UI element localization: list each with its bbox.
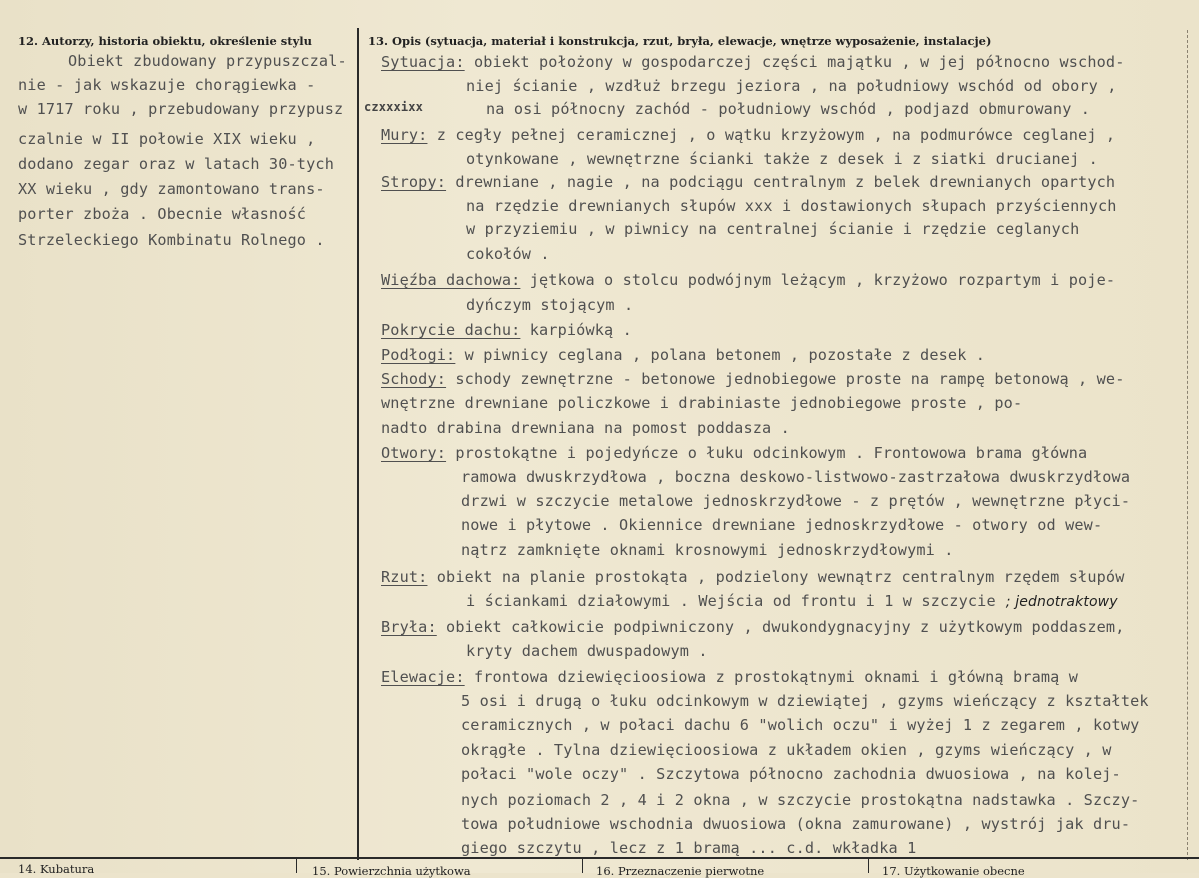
entry-text: ramowa dwuskrzydłowa , boczna deskowo-listwowo-zastrzałowa dwuskrzydłowa xyxy=(461,468,1131,486)
section-13-continuation xyxy=(466,77,1117,95)
entry-label: Rzut: xyxy=(381,568,428,586)
entry-text: schody zewnętrzne - betonowe jednobiegowe proste na rampę betonową , we- xyxy=(446,370,1125,388)
entry-text: drzwi w szczycie metalowe jednoskrzydłowe - z prętów , wewnętrzne płyci- xyxy=(461,492,1131,510)
section-12-line: nie - jak wskazuje chorągiewka - xyxy=(18,76,316,94)
entry-label: Mury: xyxy=(381,126,428,144)
column-divider xyxy=(357,28,359,860)
section-13-entry xyxy=(381,444,1087,462)
footer-divider-2 xyxy=(582,859,583,873)
section-13-continuation xyxy=(466,150,1098,168)
section-13-continuation xyxy=(461,516,1102,534)
entry-text: frontowa dziewięcioosiowa z prostokątnymi oknami i główną bramą w xyxy=(464,668,1079,686)
entry-text: jętkowa o stolcu podwójnym leżącym , krzyżowo rozpartym i poje- xyxy=(520,271,1116,289)
right-margin-line xyxy=(1187,30,1188,860)
entry-text: w przyziemiu , w piwnicy na centralnej ścianie i rzędzie ceglanych xyxy=(466,220,1080,238)
entry-label: Pokrycie dachu: xyxy=(381,321,521,339)
footer-rule xyxy=(0,857,1199,859)
section-13-entry xyxy=(381,321,632,339)
entry-text: na osi północny zachód - południowy wschód , podjazd obmurowany . xyxy=(486,100,1091,118)
entry-text: obiekt położony w gospodarczej części majątku , w jej północno wschod- xyxy=(464,53,1125,71)
handwritten-note: ; jednotraktowy xyxy=(1005,594,1118,610)
entry-label: Bryła: xyxy=(381,618,437,636)
section-13-continuation xyxy=(461,468,1130,486)
entry-text: połaci "wole oczy" . Szczytowa północno zachodnia dwuosiowa , na kolej- xyxy=(461,765,1121,783)
section-13-entry xyxy=(381,618,1125,636)
entry-text: na rzędzie drewnianych słupów xxx i dostawionych słupach przyściennych xyxy=(466,197,1117,215)
section-13-continuation xyxy=(381,419,790,437)
entry-text: z cegły pełnej ceramicznej , o wątku krzyżowym , na podmurówce ceglanej , xyxy=(427,126,1116,144)
entry-text: otynkowane , wewnętrzne ścianki także z desek i z siatki drucianej . xyxy=(466,150,1098,168)
section-12-line: dodano zegar oraz w latach 30-tych xyxy=(18,155,334,173)
entry-label: Więźba dachowa: xyxy=(381,271,521,289)
entry-text: obiekt na planie prostokąta , podzielony wewnątrz centralnym rzędem słupów xyxy=(427,568,1125,586)
entry-label: Schody: xyxy=(381,370,447,388)
section-13-entry xyxy=(381,53,1125,71)
entry-text: giego szczytu , lecz z 1 bramą ... c.d. wkładka 1 xyxy=(461,839,917,857)
section-13-continuation xyxy=(466,592,1118,610)
section-13-continuation xyxy=(461,541,954,559)
entry-text: i ściankami działowymi . Wejścia od frontu i 1 w szczycie xyxy=(466,592,996,610)
entry-text: 5 osi i drugą o łuku odcinkowym w dziewiątej , gzyms wieńczący z kształtek xyxy=(461,692,1149,710)
entry-text: ceramicznych , w połaci dachu 6 "wolich oczu" i wyżej 1 z zegarem , kotwy xyxy=(461,716,1140,734)
section-13-entry xyxy=(381,346,985,364)
field-16-przeznaczenie: 16. Przeznaczenie pierwotne xyxy=(596,864,765,878)
section-13-entry xyxy=(381,271,1115,289)
section-13-entry xyxy=(381,568,1125,586)
footer-divider-3 xyxy=(868,859,869,873)
entry-label: Stropy: xyxy=(381,173,447,191)
entry-text: cokołów . xyxy=(466,245,550,263)
entry-text: w piwnicy ceglana , polana betonem , pozostałe z desek . xyxy=(455,346,986,364)
struck-text: czxxxixx xyxy=(364,100,423,114)
entry-text: nadto drabina drewniana na pomost poddasza . xyxy=(381,419,790,437)
section-13-continuation xyxy=(461,692,1149,710)
section-12-line: porter zboża . Obecnie własność xyxy=(18,205,307,223)
section-12-line: w 1717 roku , przebudowany przypusz xyxy=(18,100,344,118)
field-17-uzytkowanie: 17. Użytkowanie obecne xyxy=(882,864,1025,878)
entry-text: okrągłe . Tylna dziewięcioosiowa z układem okien , gzyms wieńczący , w xyxy=(461,741,1112,759)
section-13-header: 13. Opis (sytuacja, materiał i konstrukcja, rzut, bryła, elewacje, wnętrze wyposażenie, instalacje) xyxy=(368,34,992,48)
section-12-line: Strzeleckiego Kombinatu Rolnego . xyxy=(18,231,325,249)
section-13-entry xyxy=(381,370,1125,388)
section-13-continuation xyxy=(461,815,1130,833)
section-13-continuation xyxy=(461,839,916,857)
section-13-continuation xyxy=(466,642,708,660)
section-13-continuation xyxy=(466,220,1079,238)
entry-text: niej ścianie , wzdłuż brzegu jeziora , na południowy wschód od obory , xyxy=(466,77,1117,95)
section-12-header: 12. Autorzy, historia obiektu, określenie stylu xyxy=(18,34,312,48)
section-13-continuation xyxy=(466,245,550,263)
section-13-continuation xyxy=(461,716,1139,734)
section-13-entry xyxy=(381,173,1115,191)
section-13-entry xyxy=(381,668,1078,686)
entry-text: drewniane , nagie , na podciągu centralnym z belek drewnianych opartych xyxy=(446,173,1116,191)
entry-label: Podłogi: xyxy=(381,346,456,364)
section-12-line: Obiekt zbudowany przypuszczal- xyxy=(68,52,347,70)
section-13-continuation xyxy=(461,492,1130,510)
entry-text: obiekt całkowicie podpiwniczony , dwukondygnacyjny z użytkowym poddaszem, xyxy=(436,618,1125,636)
entry-text: nych poziomach 2 , 4 i 2 okna , w szczycie prostokątna nadstawka . Szczy- xyxy=(461,791,1140,809)
field-14-kubatura: 14. Kubatura xyxy=(18,862,95,876)
entry-text: kryty dachem dwuspadowym . xyxy=(466,642,708,660)
entry-text: wnętrzne drewniane policzkowe i drabiniaste jednobiegowe proste , po- xyxy=(381,394,1023,412)
entry-text: nątrz zamknięte oknami krosnowymi jednoskrzydłowymi . xyxy=(461,541,954,559)
section-13-continuation xyxy=(461,741,1112,759)
section-13-continuation xyxy=(461,791,1139,809)
section-13-continuation xyxy=(466,296,633,314)
entry-text: nowe i płytowe . Okiennice drewniane jednoskrzydłowe - otwory od wew- xyxy=(461,516,1103,534)
entry-text: dyńczym stojącym . xyxy=(466,296,634,314)
section-13-continuation xyxy=(461,765,1121,783)
entry-text: prostokątne i pojedyńcze o łuku odcinkowym . Frontowowa brama główna xyxy=(446,444,1088,462)
section-13-continuation xyxy=(381,394,1022,412)
entry-label: Sytuacja: xyxy=(381,53,465,71)
footer-divider-1 xyxy=(296,859,297,873)
section-13-continuation xyxy=(486,100,1090,118)
section-12-line: XX wieku , gdy zamontowano trans- xyxy=(18,180,325,198)
field-15-powierzchnia: 15. Powierzchnia użytkowa xyxy=(312,864,471,878)
entry-text: towa południowe wschodnia dwuosiowa (okna zamurowane) , wystrój jak dru- xyxy=(461,815,1131,833)
entry-text: karpiówką . xyxy=(520,321,632,339)
entry-label: Elewacje: xyxy=(381,668,465,686)
section-13-continuation xyxy=(466,197,1117,215)
entry-label: Otwory: xyxy=(381,444,447,462)
section-12-line: czalnie w II połowie XIX wieku , xyxy=(18,130,316,148)
section-13-entry xyxy=(381,126,1115,144)
